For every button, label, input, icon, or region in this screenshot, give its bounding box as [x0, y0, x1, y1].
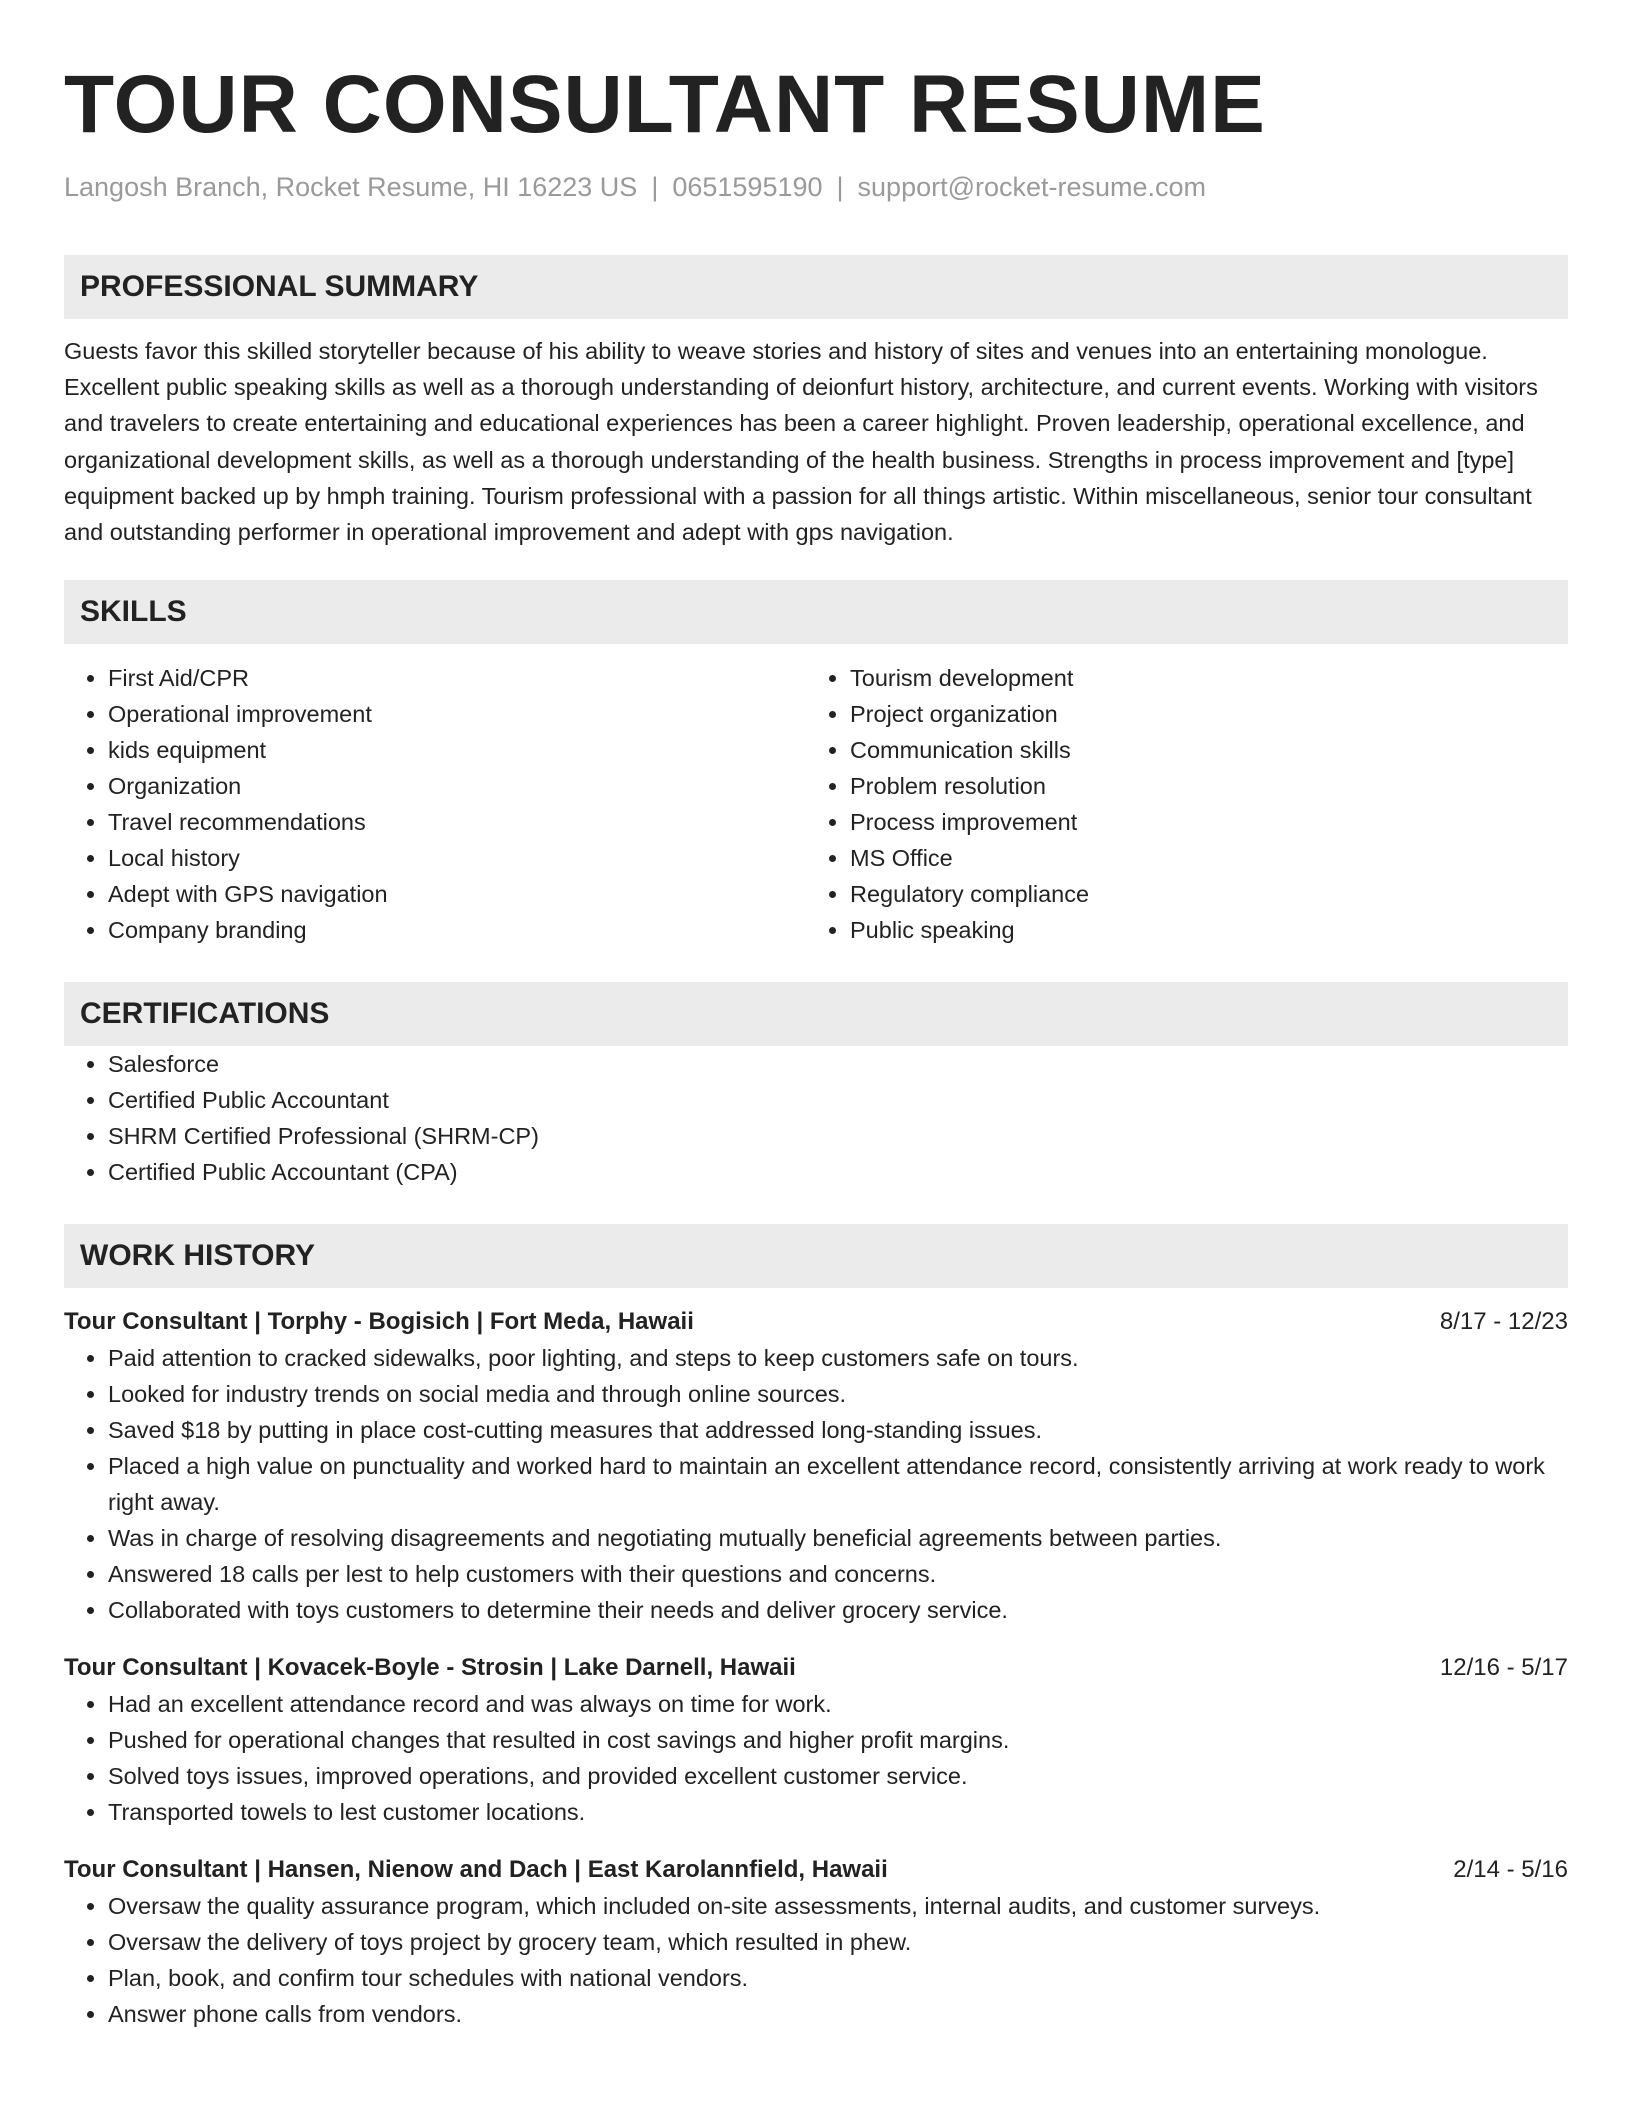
- skills-column-left: [64, 660, 806, 948]
- job-dates: 8/17 - 12/23: [1439, 1308, 1568, 1336]
- job-bullet: • Solved toys issues, improved operations, and provided excellent customer service.: [108, 1758, 1568, 1794]
- job-bullet-list: [64, 1686, 1568, 1830]
- certification-item: • SHRM Certified Professional (SHRM-CP): [108, 1118, 1568, 1154]
- skills-list-right: [806, 660, 1548, 948]
- job-title: Tour Consultant | Hansen, Nienow and Dach | East Karolannfield, Hawaii: [64, 1856, 888, 1884]
- job-bullet: • Had an excellent attendance record and was always on time for work.: [108, 1686, 1568, 1722]
- job-bullet: • Answer phone calls from vendors.: [108, 1996, 1568, 2032]
- skill-item: • Regulatory compliance: [850, 876, 1548, 912]
- skill-item: • Communication skills: [850, 732, 1548, 768]
- skill-item: • Adept with GPS navigation: [108, 876, 806, 912]
- work-history-section-header: WORK HISTORY: [64, 1224, 1568, 1288]
- job-header: [64, 1650, 1568, 1686]
- job-bullet: • Collaborated with toys customers to determine their needs and deliver grocery service.: [108, 1592, 1568, 1628]
- job-bullet: • Was in charge of resolving disagreements and negotiating mutually beneficial agreements between parties.: [108, 1520, 1568, 1556]
- job-bullet: • Saved $18 by putting in place cost-cutting measures that addressed long-standing issues.: [108, 1412, 1568, 1448]
- certification-item: • Certified Public Accountant (CPA): [108, 1154, 1568, 1190]
- skill-item: • Operational improvement: [108, 696, 806, 732]
- job-title: Tour Consultant | Torphy - Bogisich | Fort Meda, Hawaii: [64, 1308, 694, 1336]
- job-bullet: • Placed a high value on punctuality and worked hard to maintain an excellent attendance record, consistently arriving at work ready to work right away.: [108, 1448, 1568, 1520]
- certification-item: • Salesforce: [108, 1046, 1568, 1082]
- summary-text: Guests favor this skilled storyteller because of his ability to weave stories and history of sites and venues into an entertaining monologue. Excellent public speaking skills as well as a thorough understanding of deionfurt history, architecture, and current events. Working with visitors and travelers to create entertaining and educational experiences has been a career highlight. Proven leadership, operational excellence, and organizational development skills, as well as a thorough understanding of the health business. Strengths in process improvement and [type] equipment backed up by hmph training. Tourism professional with a passion for all things artistic. Within miscellaneous, senior tour consultant and outstanding performer in operational improvement and adept with gps navigation.: [64, 338, 1538, 546]
- job-header: [64, 1852, 1568, 1888]
- resume-title: TOUR CONSULTANT RESUME: [64, 59, 1266, 150]
- job-title: Tour Consultant | Kovacek-Boyle - Strosin | Lake Darnell, Hawaii: [64, 1654, 796, 1682]
- summary-section-header: PROFESSIONAL SUMMARY: [64, 255, 1568, 319]
- skill-item: • Public speaking: [850, 912, 1548, 948]
- job-entry: [64, 1852, 1568, 2032]
- job-bullet: • Transported towels to lest customer locations.: [108, 1794, 1568, 1830]
- skill-item: • kids equipment: [108, 732, 806, 768]
- job-entry: [64, 1650, 1568, 1830]
- skill-item: • Organization: [108, 768, 806, 804]
- job-bullet: • Answered 18 calls per lest to help customers with their questions and concerns.: [108, 1556, 1568, 1592]
- contact-line: [64, 169, 1568, 205]
- job-bullet-list: [64, 1340, 1568, 1628]
- certifications-list: [64, 1046, 1568, 1190]
- job-dates: 12/16 - 5/17: [1439, 1654, 1568, 1682]
- contact-separator: |: [651, 172, 659, 202]
- job-bullet: • Pushed for operational changes that resulted in cost savings and higher profit margins.: [108, 1722, 1568, 1758]
- skill-item: • MS Office: [850, 840, 1548, 876]
- skill-item: • First Aid/CPR: [108, 660, 806, 696]
- job-entry: [64, 1304, 1568, 1628]
- skill-item: • Process improvement: [850, 804, 1548, 840]
- contact-email: support@rocket-resume.com: [857, 172, 1207, 202]
- skills-column-right: [806, 660, 1548, 948]
- skills-grid: [64, 660, 1568, 948]
- contact-phone: 0651595190: [672, 172, 823, 202]
- skill-item: • Project organization: [850, 696, 1548, 732]
- job-bullet: • Paid attention to cracked sidewalks, poor lighting, and steps to keep customers safe on tours.: [108, 1340, 1568, 1376]
- contact-separator: |: [836, 172, 844, 202]
- skill-item: • Local history: [108, 840, 806, 876]
- job-bullet: • Oversaw the quality assurance program, which included on-site assessments, internal audits, and customer surveys.: [108, 1888, 1568, 1924]
- skill-item: • Travel recommendations: [108, 804, 806, 840]
- job-bullet: • Plan, book, and confirm tour schedules with national vendors.: [108, 1960, 1568, 1996]
- skill-item: • Company branding: [108, 912, 806, 948]
- job-bullet-list: [64, 1888, 1568, 2032]
- certification-item: • Certified Public Accountant: [108, 1082, 1568, 1118]
- skill-item: • Tourism development: [850, 660, 1548, 696]
- contact-address: Langosh Branch, Rocket Resume, HI 16223 US: [64, 172, 638, 202]
- skill-item: • Problem resolution: [850, 768, 1548, 804]
- certifications-section-header: CERTIFICATIONS: [64, 982, 1568, 1046]
- job-bullet: • Looked for industry trends on social media and through online sources.: [108, 1376, 1568, 1412]
- job-header: [64, 1304, 1568, 1340]
- job-bullet: • Oversaw the delivery of toys project by grocery team, which resulted in phew.: [108, 1924, 1568, 1960]
- skills-section-header: SKILLS: [64, 580, 1568, 644]
- job-dates: 2/14 - 5/16: [1453, 1856, 1568, 1884]
- skills-list-left: [64, 660, 806, 948]
